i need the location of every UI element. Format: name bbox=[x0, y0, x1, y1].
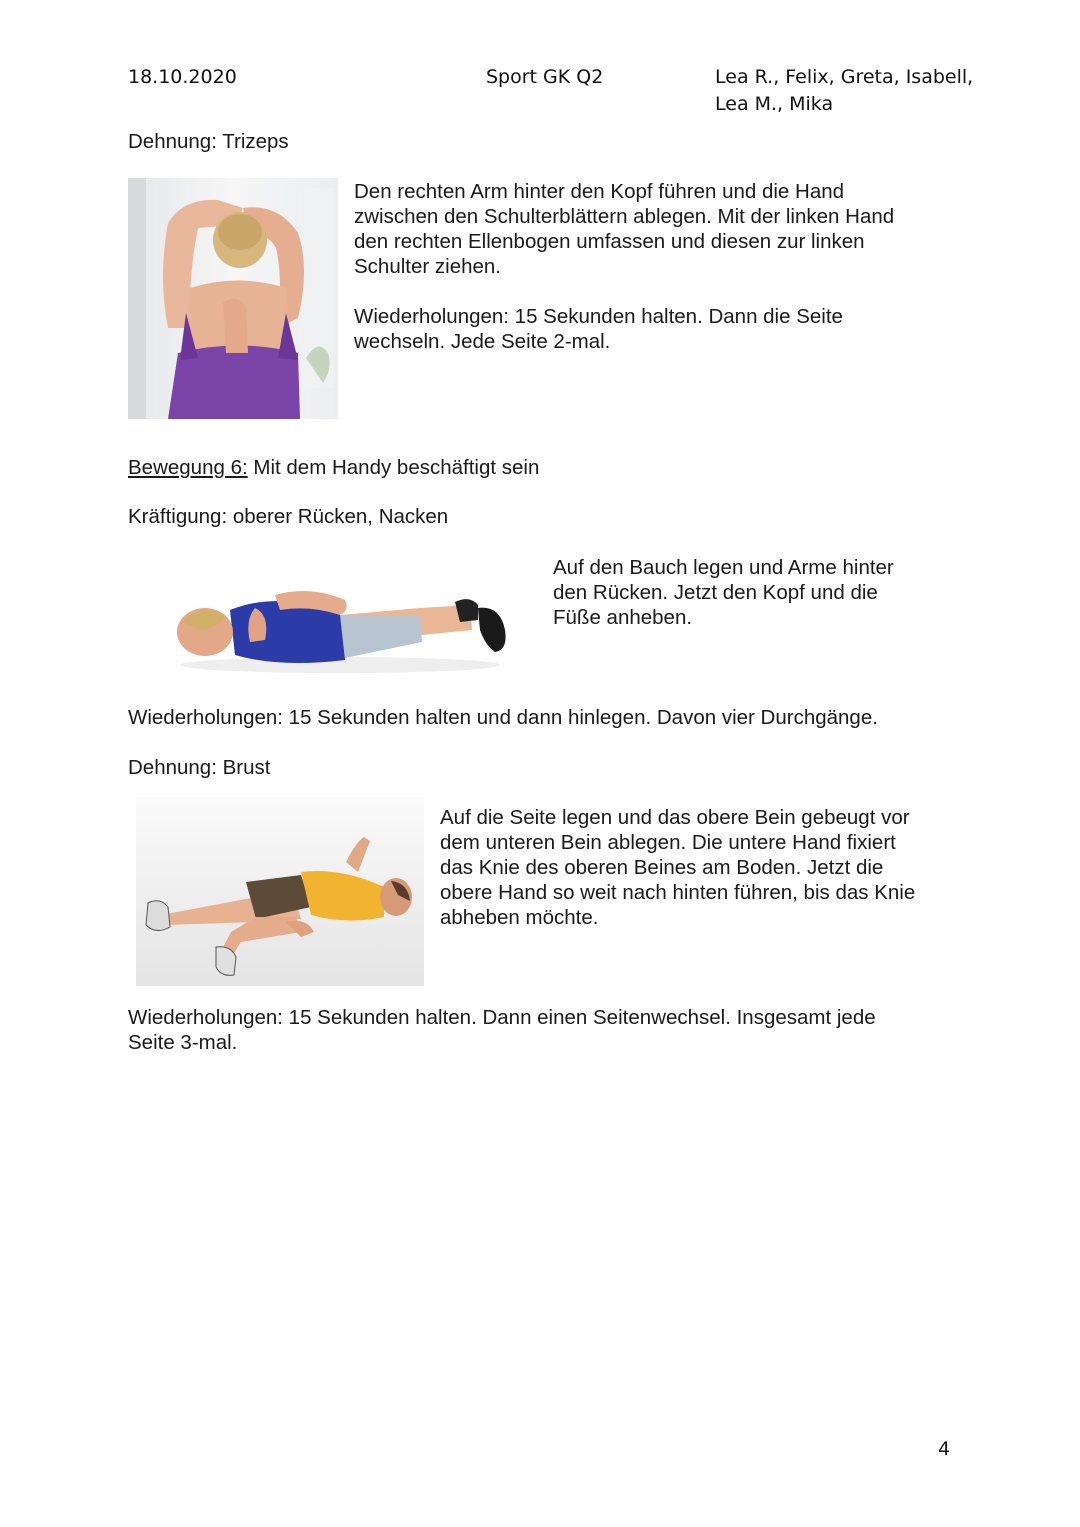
brust-text-line4: obere Hand so weit nach hinten führen, bis das Knie bbox=[440, 881, 916, 904]
heading-dehnung-brust: Dehnung: Brust bbox=[128, 756, 271, 779]
trizeps-text-line1: Den rechten Arm hinter den Kopf führen und die Hand bbox=[354, 180, 845, 203]
header-course: Sport GK Q2 bbox=[486, 66, 604, 88]
bewegung-6-heading bbox=[128, 455, 539, 480]
brust-text-line3: das Knie des oberen Beines am Boden. Jetzt die bbox=[440, 856, 884, 879]
header-date: 18.10.2020 bbox=[128, 66, 237, 88]
bewegung-6-title: Mit dem Handy beschäftigt sein bbox=[247, 456, 540, 479]
triceps-stretch-photo-icon bbox=[128, 178, 338, 419]
bewegung-6-label: Bewegung 6: bbox=[128, 456, 248, 479]
trizeps-reps-line2: wechseln. Jede Seite 2-mal. bbox=[354, 330, 611, 353]
brust-text-line1: Auf die Seite legen und das obere Bein gebeugt vor bbox=[440, 806, 910, 829]
kraeftigung-reps: Wiederholungen: 15 Sekunden halten und dann hinlegen. Davon vier Durchgänge. bbox=[128, 706, 878, 729]
page-number: 4 bbox=[938, 1438, 951, 1460]
prone-back-lift-photo-icon bbox=[160, 560, 520, 680]
trizeps-reps-line1: Wiederholungen: 15 Sekunden halten. Dann die Seite bbox=[354, 305, 843, 328]
heading-dehnung-trizeps: Dehnung: Trizeps bbox=[128, 130, 289, 153]
header-authors-line1: Lea R., Felix, Greta, Isabell, bbox=[715, 66, 974, 88]
brust-reps-line2: Seite 3-mal. bbox=[128, 1031, 238, 1054]
trizeps-text-line3: den rechten Ellenbogen umfassen und diesen zur linken bbox=[354, 230, 865, 253]
trizeps-text-line2: zwischen den Schulterblättern ablegen. Mit der linken Hand bbox=[354, 205, 895, 228]
header-authors-line2: Lea M., Mika bbox=[715, 93, 834, 115]
kraeftigung-text-line1: Auf den Bauch legen und Arme hinter bbox=[553, 556, 894, 579]
side-lying-chest-stretch-photo-icon bbox=[136, 797, 424, 986]
brust-reps-line1: Wiederholungen: 15 Sekunden halten. Dann einen Seitenwechsel. Insgesamt jede bbox=[128, 1006, 876, 1029]
brust-text-line2: dem unteren Bein ablegen. Die untere Hand fixiert bbox=[440, 831, 896, 854]
brust-text-line5: abheben möchte. bbox=[440, 906, 599, 929]
kraeftigung-text-line2: den Rücken. Jetzt den Kopf und die bbox=[553, 581, 878, 604]
kraeftigung-text-line3: Füße anheben. bbox=[553, 606, 693, 629]
heading-kraeftigung: Kräftigung: oberer Rücken, Nacken bbox=[128, 505, 449, 528]
trizeps-text-line4: Schulter ziehen. bbox=[354, 255, 502, 278]
